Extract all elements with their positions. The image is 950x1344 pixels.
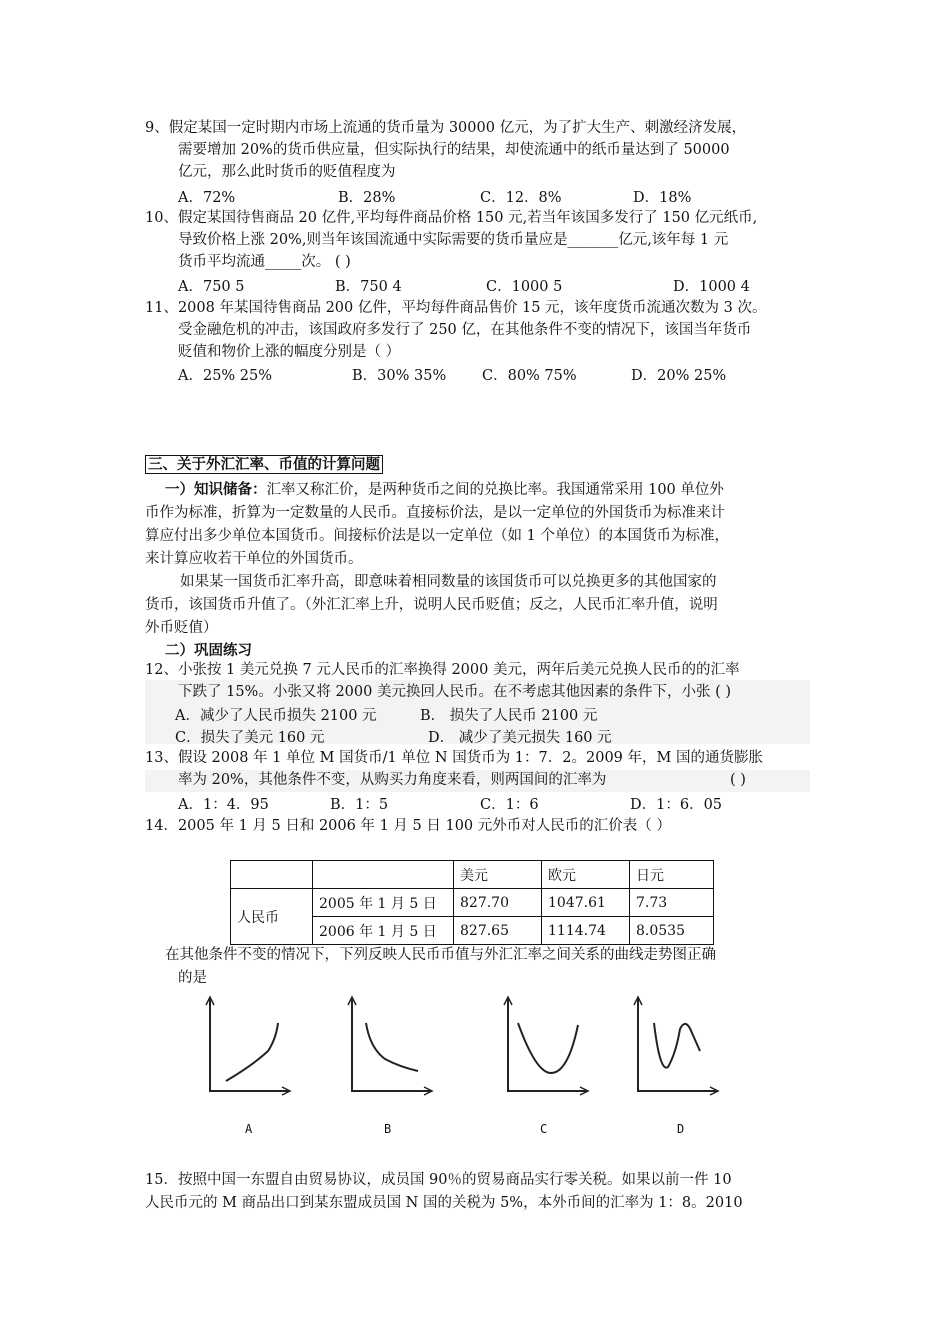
q9-option-b: B．28%	[338, 190, 396, 206]
q13-option-a: A．1：4．95	[178, 797, 269, 813]
curve-chart-b	[340, 993, 435, 1098]
q10-line-3: 货币平均流通_____次。 ( )	[178, 254, 351, 270]
q12-option-a: A．减少了人民币损失 2100 元	[175, 708, 377, 724]
chart-label-c: C	[540, 1122, 548, 1136]
curve-chart-d	[626, 993, 721, 1098]
q10-option-a: A．750 5	[178, 279, 245, 295]
q15-line-1: 15．按照中国一东盟自由贸易协议，成员国 90％的贸易商品实行零关税。如果以前一件 10	[145, 1172, 732, 1188]
q9-line-3: 亿元，那么此时货币的贬值程度为	[178, 164, 396, 180]
curve-chart-a	[198, 993, 293, 1098]
header-usd: 美元	[454, 861, 542, 889]
q11-option-d: D．20% 25%	[631, 368, 727, 384]
cell-jpy: 7.73	[630, 889, 714, 917]
row-date: 2005 年 1 月 5 日	[313, 889, 454, 917]
q10-option-c: C．1000 5	[486, 279, 563, 295]
cell-eur: 1114.74	[542, 917, 630, 945]
q10-line-1: 10、假定某国待售商品 20 亿件,平均每件商品价格 150 元,若当年该国多发行了 150 亿元纸币,	[145, 210, 758, 226]
header-eur: 欧元	[542, 861, 630, 889]
q13-option-b: B．1：5	[330, 797, 389, 813]
q14-after-line-1: 在其他条件不变的情况下，下列反映人民币币值与外汇汇率之间关系的曲线走势图正确	[165, 947, 716, 963]
chart-label-a: A	[245, 1122, 253, 1136]
cell-usd: 827.65	[454, 917, 542, 945]
curve-chart-c	[496, 993, 591, 1098]
knowledge-line-3: 算应付出多少单位本国货币。间接标价法是以一定单位（如 1 个单位）的本国货币为标准，	[145, 528, 729, 544]
row-date: 2006 年 1 月 5 日	[313, 917, 454, 945]
knowledge-line-4: 来计算应收若干单位的外国货币。	[145, 551, 363, 567]
q11-option-b: B．30% 35%	[352, 368, 447, 384]
cell-jpy: 8.0535	[630, 917, 714, 945]
q10-line-2: 导致价格上涨 20%,则当年该国流通中实际需要的货币量应是_______亿元,该年每 1 元	[178, 232, 729, 248]
q12-line-2: 下跌了 15%。小张又将 2000 美元换回人民币。在不考虑其他因素的条件下，小张 ( )	[178, 684, 731, 700]
q13-option-c: C．1：6	[480, 797, 539, 813]
q9-option-d: D．18%	[633, 190, 692, 206]
exchange-rate-table	[230, 860, 714, 945]
q9-line-1: 9、假定某国一定时期内市场上流通的货币量为 30000 亿元，为了扩大生产、刺激经济发展，	[145, 120, 747, 136]
section-3-title: 三、关于外汇汇率、币值的计算问题	[145, 455, 383, 475]
knowledge-line-7: 外币贬值）	[145, 620, 218, 636]
q12-option-d: D． 减少了美元损失 160 元	[428, 730, 612, 746]
q12-option-b: B． 损失了人民币 2100 元	[420, 708, 598, 724]
q14-after-line-2: 的是	[178, 970, 207, 986]
q10-option-b: B．750 4	[335, 279, 402, 295]
knowledge-heading: 一）知识储备：	[165, 481, 267, 498]
q11-option-c: C．80% 75%	[482, 368, 577, 384]
q11-line-1: 11、2008 年某国待售商品 200 亿件，平均每件商品售价 15 元，该年度货币流通次数为 3 次。	[145, 300, 767, 316]
cell-usd: 827.70	[454, 889, 542, 917]
q13-line-1: 13、假设 2008 年 1 单位 M 国货币/1 单位 N 国货币为 1：7．2。2009 年，M 国的通货膨胀	[145, 750, 763, 766]
q11-option-a: A．25% 25%	[178, 368, 273, 384]
knowledge-line-2: 币作为标准，折算为一定数量的人民币。直接标价法，是以一定单位的外国货币为标准来计	[145, 505, 725, 521]
knowledge-line-6: 货币，该国货币升值了。（外汇汇率上升，说明人民币贬值；反之，人民币汇率升值，说明	[145, 597, 718, 613]
q11-line-3: 贬值和物价上涨的幅度分别是（ ）	[178, 344, 401, 360]
header-jpy: 日元	[630, 861, 714, 889]
q9-option-c: C．12．8%	[480, 190, 562, 206]
q13-option-d: D．1：6．05	[630, 797, 723, 813]
table-row	[231, 889, 714, 917]
chart-label-d: D	[677, 1122, 685, 1136]
practice-heading: 二）巩固练习	[165, 642, 252, 659]
knowledge-line-1: 一）知识储备：汇率又称汇价，是两种货币之间的兑换比率。我国通常采用 100 单位外	[165, 481, 724, 498]
q15-line-2: 人民币元的 M 商品出口到某东盟成员国 N 国的关税为 5%，本外币间的汇率为 1：8。2010	[145, 1195, 743, 1211]
q10-option-d: D．1000 4	[673, 279, 750, 295]
row-label-rmb: 人民币	[231, 889, 313, 945]
q13-line-2: 率为 20%，其他条件不变，从购买力角度来看，则两国间的汇率为	[178, 772, 607, 788]
q11-line-2: 受金融危机的冲击，该国政府多发行了 250 亿，在其他条件不变的情况下，该国当年货币	[178, 322, 752, 338]
knowledge-line-5: 如果某一国货币汇率升高，即意味着相同数量的该国货币可以兑换更多的其他国家的	[180, 574, 717, 590]
cell-eur: 1047.61	[542, 889, 630, 917]
table-header-row	[231, 861, 714, 889]
q9-option-a: A．72%	[178, 190, 236, 206]
q12-line-1: 12、小张按 1 美元兑换 7 元人民币的汇率换得 2000 美元，两年后美元兑换人民币的的汇率	[145, 662, 740, 678]
q12-option-c: C．损失了美元 160 元	[175, 730, 325, 746]
q14-line-1: 14．2005 年 1 月 5 日和 2006 年 1 月 5 日 100 元外币对人民币的汇价表（ ）	[145, 818, 671, 834]
q13-answer-paren: ( )	[730, 772, 746, 788]
chart-label-b: B	[384, 1122, 392, 1136]
q9-line-2: 需要增加 20%的货币供应量，但实际执行的结果，却使流通中的纸币量达到了 50000	[178, 142, 730, 158]
